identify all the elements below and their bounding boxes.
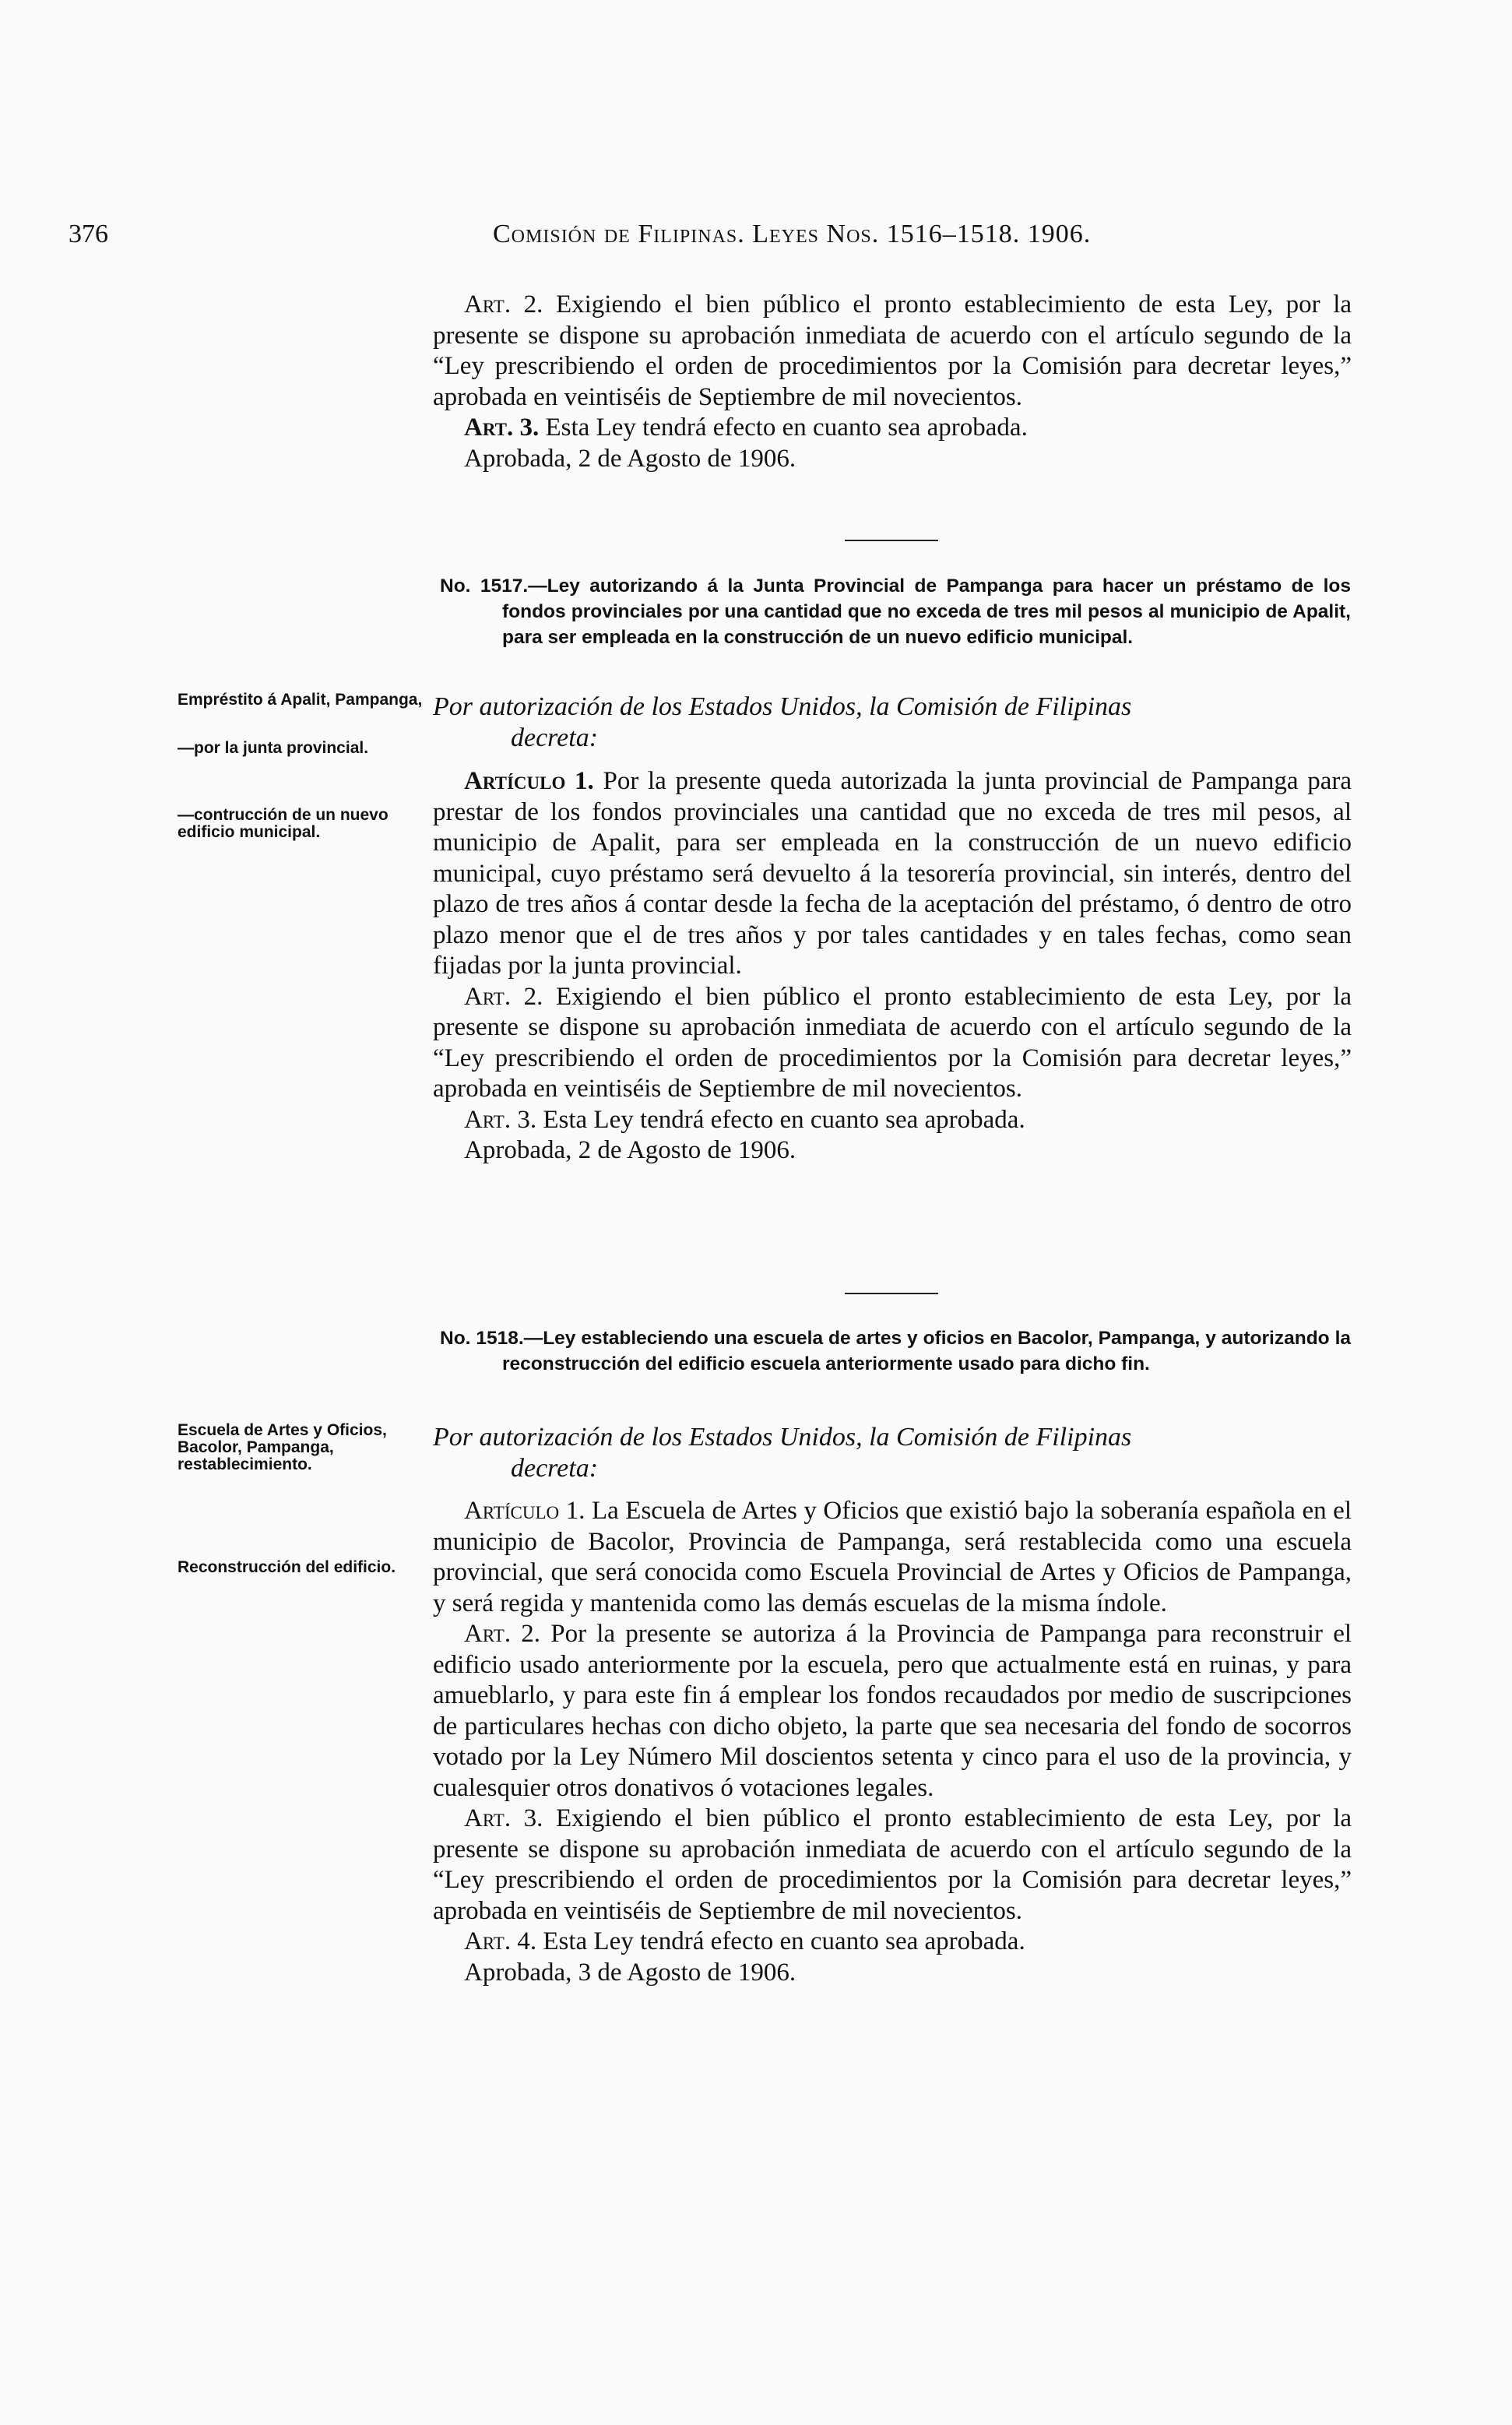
running-header (69, 220, 1353, 259)
section-divider (845, 1293, 938, 1294)
law-1517-title (440, 573, 1351, 650)
law-1518-title-text: —Ley estableciendo una escuela de artes y oficios en Bacolor, Pampanga, y autorizando la reconstrucción del edificio escuela anteriormente usado para dicho fin. (502, 1328, 1351, 1374)
law-1517-enacting-clause: Por autorización de los Estados Unidos, la Comisión de Filipinas decreta: (433, 692, 1132, 752)
law-1518-approved: Aprobada, 3 de Agosto de 1906. (464, 1958, 796, 1987)
law-1518-art-2: Art. 2. Por la presente se autoriza á la Provincia de Pampanga para reconstruir el edificio usado anteriormente por la escuela, pero que actualmente está en ruinas, y para amueblarlo, y para este fin á emplear los fondos recaudados por medio de suscripciones de particulares hechas con dicho objeto, la parte que sea necesaria del fondo de socorros votado por la Ley Número Mil doscientos setenta y cinco para el uso de la provincia, y cualesquier otros donativos ó votaciones legales. (433, 1620, 1352, 1802)
law-1518-number: No. 1518. (440, 1328, 524, 1349)
margin-note-construction: —contrucción de un nuevo edificio municipal. (178, 806, 389, 841)
margin-note-school: Escuela de Artes y Oficios, Bacolor, Pampanga, restablecimiento. (178, 1421, 387, 1473)
law-1516-approved: Aprobada, 2 de Agosto de 1906. (464, 444, 796, 473)
law-1516-art-3: Art. 3. Esta Ley tendrá efecto en cuanto sea aprobada. (464, 414, 1028, 442)
margin-note-reconstruction: Reconstrucción del edificio. (178, 1558, 396, 1576)
margin-note-provincial-board: —por la junta provincial. (178, 739, 369, 757)
law-1517-art-2: Art. 2. Exigiendo el bien público el pronto establecimiento de esta Ley, por la presente se dispone su aprobación inmediata de acuerdo con el artículo segundo de la “Ley prescribiendo el orden de procedimientos por la Comisión para decretar leyes,” aprobada en veintiséis de Septiembre de mil novecientos. (433, 982, 1352, 1103)
margin-note-loan: Empréstito á Apalit, Pampanga, (178, 691, 423, 709)
page-number: 376 (69, 220, 108, 248)
running-title: Comisión de Filipinas. Leyes Nos. 1516–1518. 1906. (493, 220, 1092, 248)
law-1518-art-3: Art. 3. Exigiendo el bien público el pronto establecimiento de esta Ley, por la presente se dispone su aprobación inmediata de acuerdo con el artículo segundo de la “Ley prescribiendo el orden de procedimientos por la Comisión para decretar leyes,” aprobada en veintiséis de Septiembre de mil novecientos. (433, 1804, 1352, 1925)
law-1517-title-text: —Ley autorizando á la Junta Provincial de Pampanga para hacer un préstamo de los fondos provinciales por una cantidad que no exceda de tres mil pesos al municipio de Apalit, para ser empleada en la construcción de un nuevo edificio municipal. (502, 575, 1351, 648)
law-1517-art-1: Artículo 1. Por la presente queda autorizada la junta provincial de Pampanga para prestar de los fondos provinciales una cantidad que no exceda de tres mil pesos, al municipio de Apalit, para ser empleada en la construcción de un nuevo edificio municipal, cuyo préstamo será devuelto á la tesorería provincial, sin interés, dentro del plazo de tres años á contar desde la fecha de la aceptación del préstamo, ó dentro de otro plazo menor que el de tres años y por tales cantidades y en tales fechas, como sean fijadas por la junta provincial. (433, 767, 1352, 980)
law-1517-margin-notes (178, 692, 427, 841)
law-1518-title (440, 1325, 1351, 1377)
law-1516-art-2: Art. 2. Exigiendo el bien público el pronto establecimiento de esta Ley, por la presente se dispone su aprobación inmediata de acuerdo con el artículo segundo de la “Ley prescribiendo el orden de procedimientos por la Comisión para decretar leyes,” aprobada en veintiséis de Septiembre de mil novecientos. (433, 290, 1352, 411)
section-divider (845, 540, 938, 541)
law-1516-tail (433, 290, 1352, 474)
law-1518-art-4: Art. 4. Esta Ley tendrá efecto en cuanto sea aprobada. (464, 1927, 1025, 1955)
law-1518-body (433, 1496, 1352, 1988)
law-1517-approved: Aprobada, 2 de Agosto de 1906. (464, 1136, 796, 1164)
law-1517-number: No. 1517. (440, 575, 529, 597)
law-1518-enacting-clause: Por autorización de los Estados Unidos, la Comisión de Filipinas decreta: (433, 1423, 1132, 1483)
law-1517-art-3: Art. 3. Esta Ley tendrá efecto en cuanto sea aprobada. (464, 1105, 1025, 1134)
law-1518-art-1: Artículo 1. La Escuela de Artes y Oficios que existió bajo la soberanía española en el municipio de Bacolor, Provincia de Pampanga, será restablecida como una escuela provincial, que será conocida como Escuela Provincial de Artes y Oficios de Pampanga, y será regida y mantenida como las demás escuelas de la misma índole. (433, 1497, 1352, 1617)
law-1517-body (433, 766, 1352, 1167)
law-1518-margin-notes (178, 1422, 427, 1576)
